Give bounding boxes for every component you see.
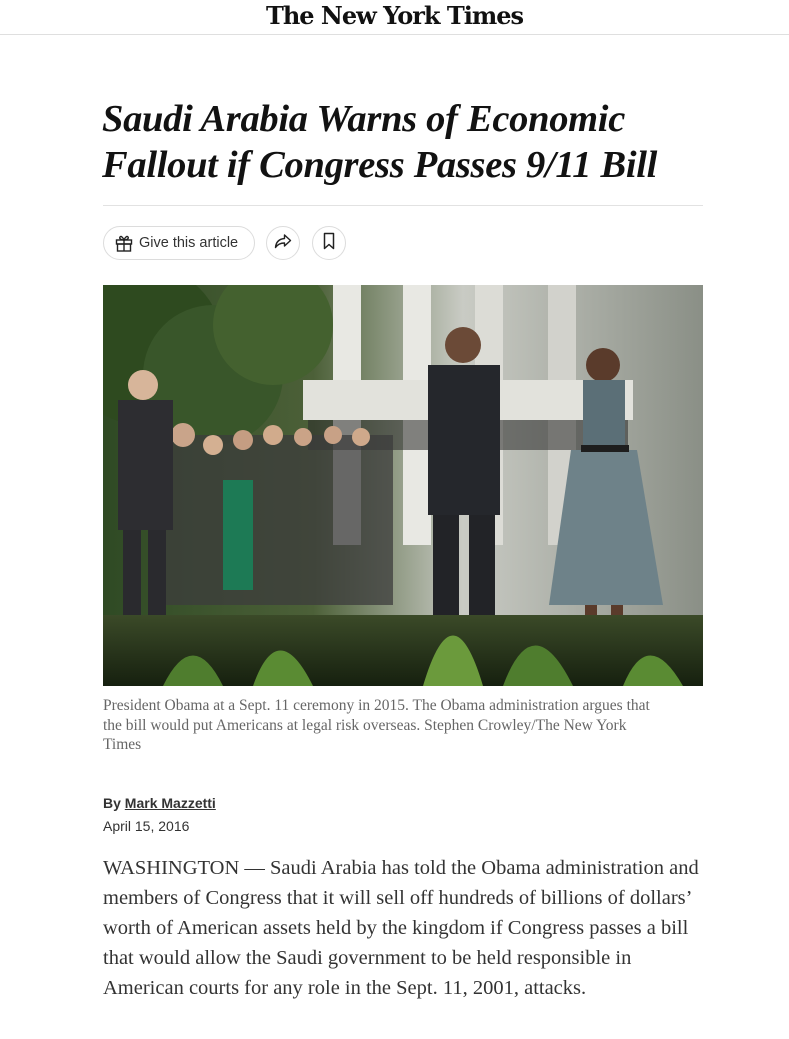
headline-divider [103,205,703,206]
article-photo [103,285,703,686]
nyt-logo[interactable]: The New York Times [266,1,523,30]
author-link[interactable]: Mark Mazzetti [124,795,216,811]
publish-date: April 15, 2016 [103,818,190,834]
article-headline: Saudi Arabia Warns of Economic Fallout if Congress Passes 9/11 Bill [102,98,658,186]
byline [103,795,216,811]
gift-article-label: Give this article [139,235,239,251]
photo-caption: President Obama at a Sept. 11 ceremony in 2015. The Obama administration argues that the bill would put Americans at legal risk overseas. Stephen Crowley/The New York Times [103,697,650,753]
share-button[interactable] [266,226,300,260]
masthead [0,0,789,35]
save-button[interactable] [312,226,346,260]
article-body-paragraph: WASHINGTON — Saudi Arabia has told the Obama administration and members of Congress that it will sell off hundreds of billions of dollars’ worth of American assets held by the kingdom if Congress passes a bill that would allow the Saudi government to be held responsible in American courts for any role in the Sept. 11, 2001, attacks. [103,857,699,999]
gift-icon [114,233,134,253]
gift-article-button[interactable] [103,226,255,260]
ceremony-photo-illustration [103,285,703,686]
byline-prefix: By [103,795,121,811]
bookmark-icon [319,231,339,256]
share-icon [273,231,293,256]
